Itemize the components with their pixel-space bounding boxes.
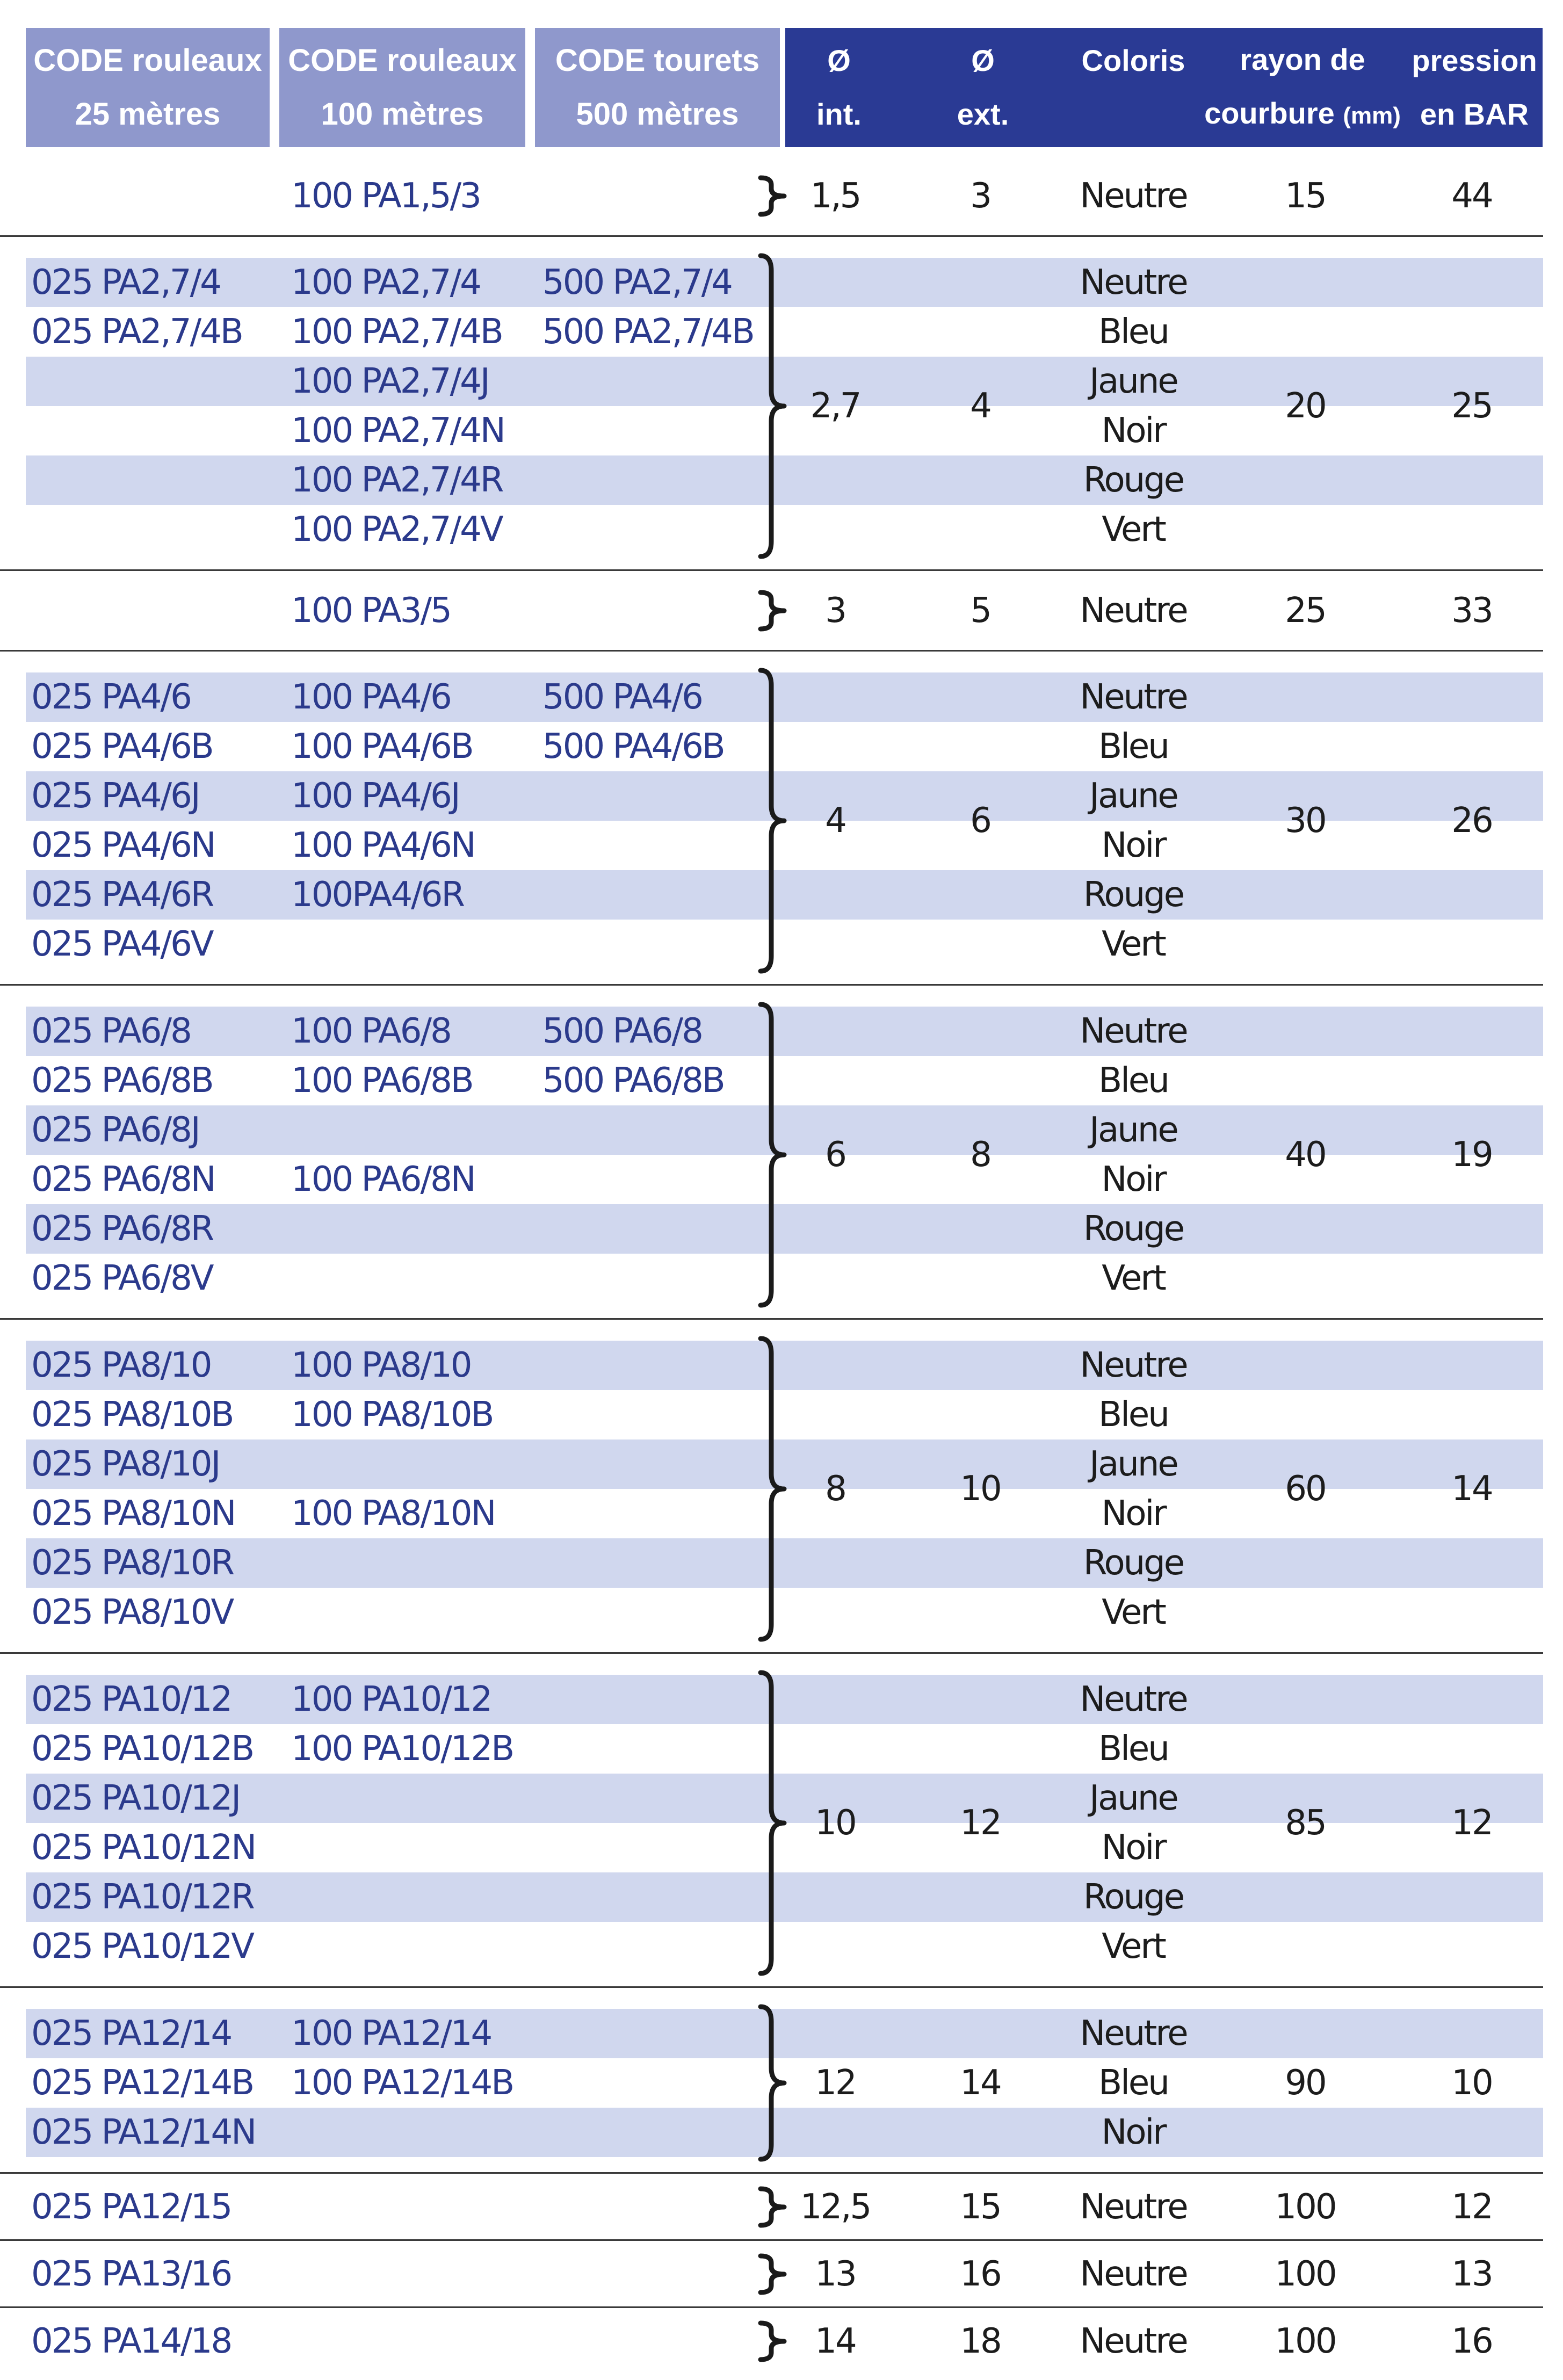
color-cell: Noir (1101, 411, 1166, 451)
header-coloris: Coloris (1081, 44, 1185, 77)
group-divider (0, 235, 1543, 237)
spec-pression: 14 (1451, 1469, 1492, 1509)
spec-ext: 6 (970, 801, 990, 841)
product-code: 025 PA4/6R (31, 875, 213, 915)
spec-rayon: 40 (1285, 1135, 1326, 1175)
spec-pression: 19 (1451, 1135, 1492, 1175)
spec-int: 4 (825, 801, 845, 841)
product-code: 025 PA10/12N (31, 1828, 256, 1868)
spec-ext: 10 (960, 1469, 1001, 1509)
spec-pression: 10 (1451, 2063, 1492, 2103)
color-cell: Neutre (1080, 677, 1187, 717)
product-code: 500 PA4/6 (542, 677, 702, 717)
product-code: 500 PA6/8B (542, 1061, 724, 1101)
product-code: 100 PA4/6 (291, 677, 451, 717)
product-code: 100 PA8/10 (291, 1345, 471, 1385)
product-code: 100 PA3/5 (291, 591, 451, 631)
color-cell: Bleu (1098, 2063, 1168, 2103)
spec-int: 14 (815, 2321, 856, 2361)
color-cell: Vert (1102, 510, 1165, 549)
spec-int: 6 (825, 1135, 845, 1175)
spec-rayon: 90 (1285, 2063, 1326, 2103)
color-cell: Neutre (1080, 2014, 1187, 2053)
product-code: 500 PA4/6B (542, 727, 724, 766)
product-code: 025 PA10/12J (31, 1778, 240, 1818)
group-divider (0, 984, 1543, 986)
header-code-500m: CODE tourets 500 mètres (535, 28, 780, 147)
spec-rayon: 60 (1285, 1469, 1326, 1509)
product-code: 025 PA10/12 (31, 1680, 231, 1719)
product-code: 500 PA2,7/4 (542, 263, 732, 302)
header-pression: pression en BAR (1412, 44, 1537, 131)
spec-int: 12,5 (800, 2187, 871, 2227)
group-divider (0, 2172, 1543, 2174)
product-code: 100 PA2,7/4 (291, 263, 480, 302)
product-code: 100 PA1,5/3 (291, 176, 480, 216)
product-code: 500 PA2,7/4B (542, 312, 754, 352)
spec-pression: 12 (1451, 2187, 1492, 2227)
spec-ext: 3 (970, 176, 990, 216)
product-code: 025 PA2,7/4B (31, 312, 242, 352)
product-code: 025 PA14/18 (31, 2321, 231, 2361)
product-code: 100 PA12/14 (291, 2014, 491, 2053)
color-cell: Vert (1102, 924, 1165, 964)
product-code: 025 PA4/6V (31, 924, 213, 964)
spec-pression: 12 (1451, 1803, 1492, 1843)
color-cell: Neutre (1080, 591, 1187, 631)
color-cell: Jaune (1089, 1444, 1177, 1484)
color-cell: Neutre (1080, 2321, 1187, 2361)
color-cell: Neutre (1080, 1680, 1187, 1719)
group-brace (757, 2003, 790, 2162)
color-cell: Bleu (1098, 1061, 1168, 1101)
spec-int: 13 (815, 2254, 856, 2294)
product-code: 025 PA8/10J (31, 1444, 220, 1484)
product-code: 100 PA2,7/4B (291, 312, 502, 352)
spec-int: 10 (815, 1803, 856, 1843)
product-code: 100 PA6/8 (291, 1011, 451, 1051)
color-cell: Jaune (1089, 1778, 1177, 1818)
product-code: 025 PA12/15 (31, 2187, 231, 2227)
product-code: 025 PA8/10V (31, 1593, 233, 1632)
product-code: 025 PA6/8B (31, 1061, 213, 1101)
color-cell: Bleu (1098, 1729, 1168, 1769)
product-code: 025 PA12/14N (31, 2113, 256, 2152)
spec-ext: 18 (960, 2321, 1001, 2361)
group-divider (0, 1652, 1543, 1654)
color-cell: Neutre (1080, 1011, 1187, 1051)
product-code: 100 PA10/12 (291, 1680, 491, 1719)
spec-int: 2,7 (810, 386, 860, 426)
color-cell: Rouge (1083, 460, 1184, 500)
spec-ext: 16 (960, 2254, 1001, 2294)
product-code: 100 PA2,7/4N (291, 411, 504, 451)
group-brace (757, 667, 790, 974)
spec-pression: 25 (1451, 386, 1492, 426)
product-code: 100 PA4/6N (291, 826, 475, 865)
product-code: 100 PA6/8N (291, 1160, 475, 1199)
group-brace (757, 1001, 790, 1308)
product-code: 025 PA12/14 (31, 2014, 231, 2053)
color-cell: Neutre (1080, 2187, 1187, 2227)
spec-pression: 16 (1451, 2321, 1492, 2361)
product-code: 100 PA2,7/4R (291, 460, 503, 500)
color-cell: Bleu (1098, 727, 1168, 766)
color-cell: Vert (1102, 1593, 1165, 1632)
group-brace (757, 2253, 790, 2296)
product-code: 025 PA6/8 (31, 1011, 191, 1051)
product-code: 025 PA12/14B (31, 2063, 254, 2103)
spec-rayon: 25 (1285, 591, 1326, 631)
product-code: 100 PA10/12B (291, 1729, 513, 1769)
header-code-100m: CODE rouleaux 100 mètres (279, 28, 525, 147)
color-cell: Noir (1101, 826, 1166, 865)
header-diam-ext: Ø ext. (957, 44, 1009, 131)
product-code: 025 PA4/6J (31, 776, 199, 816)
spec-rayon: 20 (1285, 386, 1326, 426)
product-code: 025 PA6/8V (31, 1258, 213, 1298)
group-divider (0, 569, 1543, 571)
color-cell: Jaune (1089, 776, 1177, 816)
product-code: 025 PA6/8N (31, 1160, 215, 1199)
spec-rayon: 30 (1285, 801, 1326, 841)
product-code: 100 PA2,7/4V (291, 510, 502, 549)
product-code: 025 PA10/12R (31, 1877, 254, 1917)
product-code: 100 PA12/14B (291, 2063, 513, 2103)
color-cell: Neutre (1080, 263, 1187, 302)
spec-ext: 8 (970, 1135, 990, 1175)
color-cell: Rouge (1083, 1543, 1184, 1583)
spec-int: 12 (815, 2063, 856, 2103)
spec-rayon: 100 (1275, 2254, 1336, 2294)
product-code: 025 PA10/12B (31, 1729, 254, 1769)
color-cell: Bleu (1098, 1395, 1168, 1435)
color-cell: Noir (1101, 2113, 1166, 2152)
color-cell: Bleu (1098, 312, 1168, 352)
group-brace (757, 252, 790, 560)
product-code: 100 PA4/6J (291, 776, 459, 816)
product-code: 025 PA10/12V (31, 1927, 253, 1966)
color-cell: Neutre (1080, 2254, 1187, 2294)
product-code: 100 PA6/8B (291, 1061, 473, 1101)
product-code: 100 PA8/10B (291, 1395, 493, 1435)
header-diam-int: Ø int. (816, 44, 862, 131)
spec-ext: 12 (960, 1803, 1001, 1843)
product-code: 025 PA2,7/4 (31, 263, 220, 302)
product-code: 100PA4/6R (291, 875, 464, 915)
color-cell: Rouge (1083, 1209, 1184, 1249)
group-divider (0, 1318, 1543, 1320)
group-brace (757, 175, 790, 218)
spec-rayon: 85 (1285, 1803, 1326, 1843)
group-brace (757, 1335, 790, 1643)
color-cell: Noir (1101, 1494, 1166, 1533)
product-code: 100 PA8/10N (291, 1494, 495, 1533)
product-code: 025 PA6/8J (31, 1110, 199, 1150)
color-cell: Jaune (1089, 1110, 1177, 1150)
spec-pression: 33 (1451, 591, 1492, 631)
spec-ext: 14 (960, 2063, 1001, 2103)
spec-rayon: 100 (1275, 2187, 1336, 2227)
color-cell: Noir (1101, 1828, 1166, 1868)
group-brace (757, 2186, 790, 2229)
product-code: 100 PA4/6B (291, 727, 473, 766)
group-divider (0, 2239, 1543, 2241)
color-cell: Rouge (1083, 875, 1184, 915)
spec-pression: 13 (1451, 2254, 1492, 2294)
color-cell: Neutre (1080, 176, 1187, 216)
color-cell: Noir (1101, 1160, 1166, 1199)
spec-int: 8 (825, 1469, 845, 1509)
color-cell: Jaune (1089, 361, 1177, 401)
spec-ext: 15 (960, 2187, 1001, 2227)
product-code: 025 PA4/6B (31, 727, 213, 766)
spec-pression: 44 (1451, 176, 1492, 216)
group-brace (757, 1669, 790, 1977)
spec-pression: 26 (1451, 801, 1492, 841)
color-cell: Neutre (1080, 1345, 1187, 1385)
spec-rayon: 100 (1275, 2321, 1336, 2361)
header-rayon: rayon de courbure (mm) (1204, 42, 1401, 130)
product-code: 025 PA6/8R (31, 1209, 213, 1249)
spec-ext: 5 (970, 591, 990, 631)
spec-ext: 4 (970, 386, 990, 426)
product-code: 025 PA8/10B (31, 1395, 233, 1435)
spec-int: 1,5 (810, 176, 860, 216)
group-divider (0, 650, 1543, 652)
product-code: 025 PA4/6 (31, 677, 191, 717)
group-brace (757, 2320, 790, 2363)
product-code: 500 PA6/8 (542, 1011, 702, 1051)
product-code: 100 PA2,7/4J (291, 361, 489, 401)
color-cell: Vert (1102, 1258, 1165, 1298)
product-code: 025 PA8/10R (31, 1543, 233, 1583)
group-brace (757, 589, 790, 632)
product-code: 025 PA4/6N (31, 826, 215, 865)
product-code: 025 PA8/10 (31, 1345, 211, 1385)
header-code-25m: CODE rouleaux 25 mètres (26, 28, 270, 147)
product-code: 025 PA13/16 (31, 2254, 231, 2294)
color-cell: Rouge (1083, 1877, 1184, 1917)
spec-rayon: 15 (1285, 176, 1326, 216)
group-divider (0, 1986, 1543, 1988)
group-divider (0, 2306, 1543, 2308)
color-cell: Vert (1102, 1927, 1165, 1966)
spec-int: 3 (825, 591, 845, 631)
product-code: 025 PA8/10N (31, 1494, 235, 1533)
